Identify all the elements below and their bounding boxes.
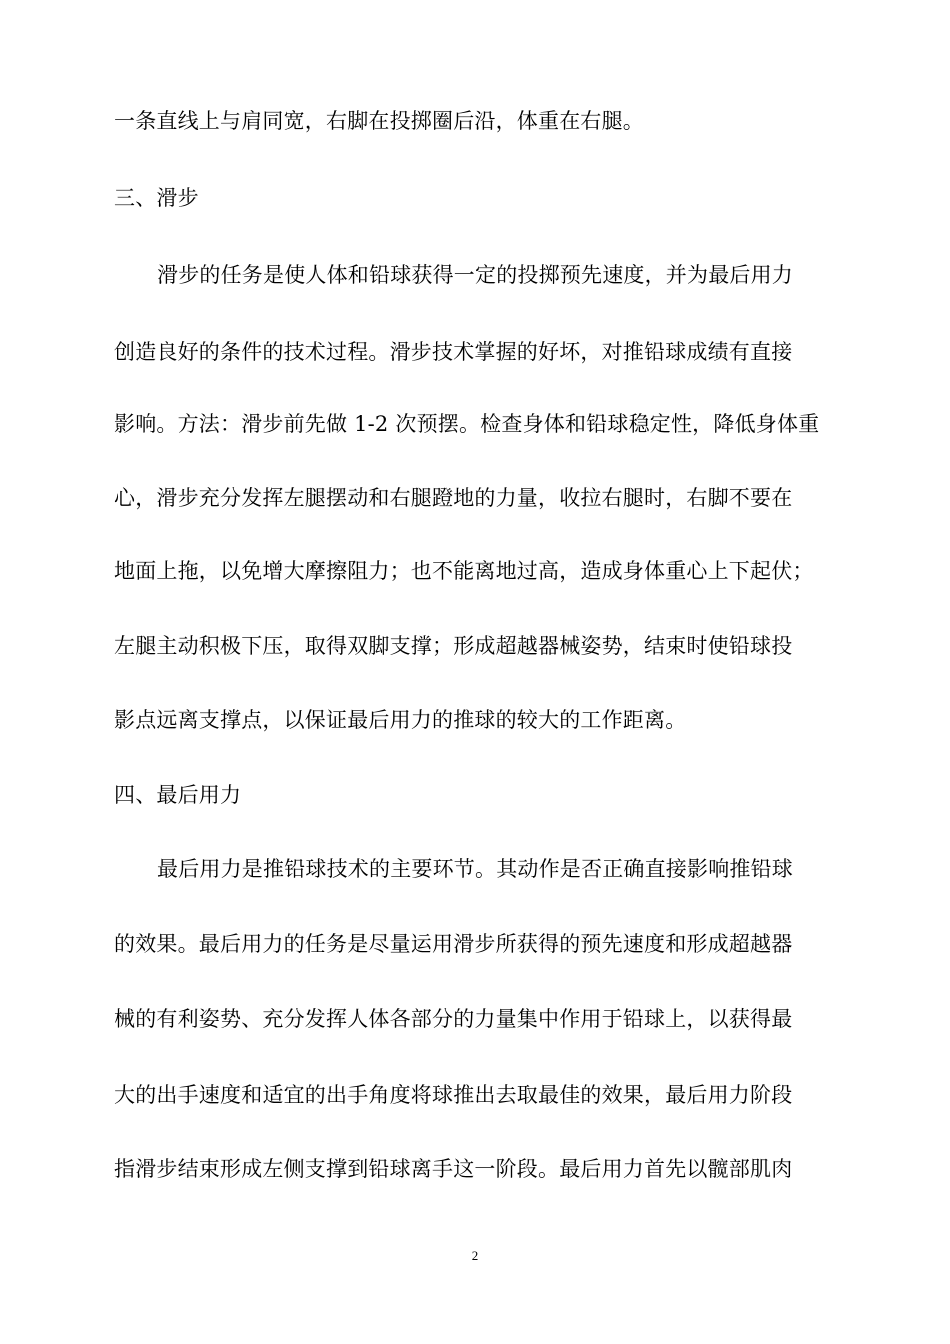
text-line: 地面上拖，以免增大摩擦阻力；也不能离地过高，造成身体重心上下起伏；: [114, 559, 814, 583]
text-line: 械的有利姿势、充分发挥人体各部分的力量集中作用于铅球上，以获得最: [114, 1007, 793, 1031]
text-line: 左腿主动积极下压，取得双脚支撑；形成超越器械姿势，结束时使铅球投: [114, 634, 793, 658]
page-number: 2: [471, 1248, 479, 1263]
text-line: 影点远离支撑点，以保证最后用力的推球的较大的工作距离。: [114, 708, 687, 732]
paragraph-first-line: 最后用力是推铅球技术的主要环节。其动作是否正确直接影响推铅球: [157, 857, 793, 881]
section-heading: 四、最后用力: [114, 783, 242, 807]
text-line: 创造良好的条件的技术过程。滑步技术掌握的好坏，对推铅球成绩有直接: [114, 340, 793, 364]
text-line: 大的出手速度和适宜的出手角度将球推出去取最佳的效果，最后用力阶段: [114, 1083, 793, 1107]
text-line: 心，滑步充分发挥左腿摆动和右腿蹬地的力量，收拉右腿时，右脚不要在: [114, 486, 793, 510]
text-line: 指滑步结束形成左侧支撑到铅球离手这一阶段。最后用力首先以髋部肌肉: [114, 1157, 793, 1181]
text-line: 一条直线上与肩同宽，右脚在投掷圈后沿，体重在右腿。: [114, 109, 644, 133]
paragraph-first-line: 滑步的任务是使人体和铅球获得一定的投掷预先速度，并为最后用力: [157, 263, 793, 287]
section-heading: 三、滑步: [114, 186, 199, 210]
text-line: 影响。方法：滑步前先做 1-2 次预摆。检查身体和铅球稳定性，降低身体重: [114, 412, 820, 436]
text-line: 的效果。最后用力的任务是尽量运用滑步所获得的预先速度和形成超越器: [114, 932, 793, 956]
